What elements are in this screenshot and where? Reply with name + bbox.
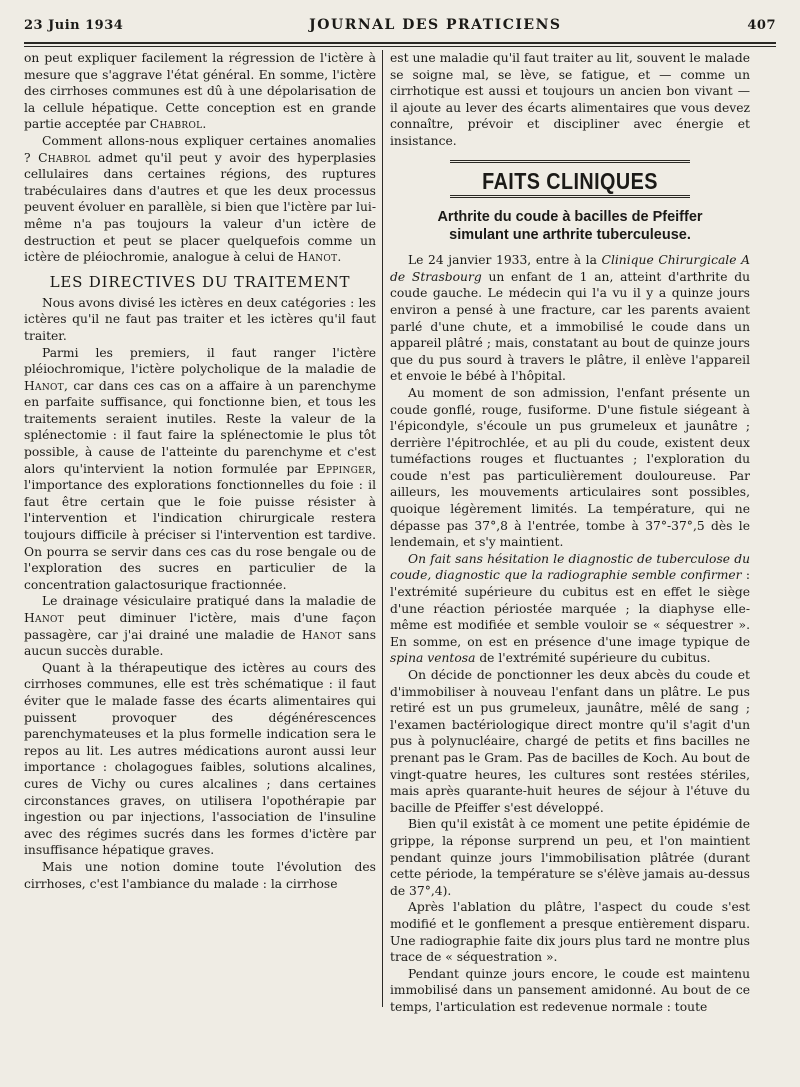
header-date: 23 Juin 1934 xyxy=(24,17,124,33)
author-name: Hanot xyxy=(24,378,64,393)
rubric-rule-bottom xyxy=(450,195,690,198)
author-name: Eppinger xyxy=(316,461,373,476)
section-heading: LES DIRECTIVES DU TRAITEMENT xyxy=(49,272,351,291)
clinic-name: Clinique Chirurgicale A de Strasbourg xyxy=(390,253,750,284)
paragraph: Au moment de son admission, l'enfant présente un coude gonflé, rouge, fusiforme. D'une fistule siégeant à l'épicondyle, s'écoule un pus grumeleux et jaunâtre ; derrière l'épitrochlée, et au pli du coude, existent deux tuméfactions rouges et fluctuantes ; l'exploration du coude n'est pas particulièrement douloureuse. Par ailleurs, les mouvements articulaires sont possibles, quoique légèrement limités. La température, qui ne dépasse pas 37°,8 à l'entrée, tombe à 37°-37°,5 dès le lendemain, et s'y maintient. xyxy=(390,385,750,550)
paragraph: On fait sans hésitation le diagnostic de tuberculose du coude, diagnostic que la radiographie semble confirmer : l'extrémité supérieure du cubitus est en effet le siège d'une réaction périostée marquée ; la diaphyse elle-même est modifiée et semble vouloir se « séquestrer ». En somme, on est en présence d'une image typique de spina ventosa de l'extrémité supérieure du cubitus. xyxy=(390,551,750,666)
paragraph: Le 24 janvier 1933, entre à la Clinique Chirurgicale A de Strasbourg un enfant de 1 an, atteint d'arthrite du coude gauche. Le médecin qui l'a vu il y a quinze jours environ a pensé à une fracture, car les parents avaient parlé d'une chute, et a immobilisé le coude dans un appareil plâtré ; mais, constatant au bout de quinze jours que du pus sourd à travers le plâtre, il enlève l'appareil et envoie le bébé à l'hôpital. xyxy=(390,253,750,384)
author-name: Chabrol xyxy=(38,150,91,165)
author-name: Hanot xyxy=(301,627,342,642)
paragraph: Parmi les premiers, il faut ranger l'ictère pléiochromique, l'ictère polycholique de la maladie de Hanot, car dans ces cas on a affaire à un parenchyme en parfaite suffisance, qui fonctionne bien, et tous les traitements seraient inutiles. Reste la valeur de la splénectomie : il faut faire la splénectomie le plus tôt possible, à cause de l'atteinte du parenchyme et c'est alors qu'intervient la notion formulée par Eppinger, l'importance des explorations fonctionnelles du foie : il faut être certain que le foie puisse résister à l'intervention et l'indication chirurgicale restera toujours difficile à préciser si l'intervention est tardive. On pourra se servir dans ces cas du rose bengale ou de l'exploration des sucres en particulier de la concentration galactosurique fractionnée. xyxy=(24,345,376,592)
paragraph: est une maladie qu'il faut traiter au lit, souvent le malade se soigne mal, se lève, se fatigue, et — comme un cirrhotique est aussi et toujours un ancien bon vivant — il ajoute au lever des écarts alimentaires que vous devez connaître, prévoir et discipliner avec énergie et insistance. xyxy=(390,51,750,148)
paragraph: Pendant quinze jours encore, le coude est maintenu immobilisé dans un pansement amidonné. Au bout de ce temps, l'articulation est redevenue normale : toute xyxy=(390,966,750,1014)
paragraph: On décide de ponctionner les deux abcès du coude et d'immobiliser à nouveau l'enfant dans un plâtre. Le pus retiré est un pus grumeleux, jaunâtre, mêlé de sang ; l'examen bactériologique direct montre qu'il s'agit d'un pus à polynucléaire, chargé de petits et fins bacilles ne prenant pas le Gram. Pas de bacilles de Koch. Au bout de vingt-quatre heures, les cultures sont restées stériles, mais après quarante-huit heures de séjour à l'étuve du bacille de Pfeiffer s'est développé. xyxy=(390,668,750,815)
paragraph: Bien qu'il existât à ce moment une petite épidémie de grippe, la réponse surprend un peu, et l'on maintient pendant quinze jours l'immobilisation plâtrée (durant cette période, la température se s'élève jamais au-dessus de 37°,4). xyxy=(390,817,750,898)
column-divider xyxy=(382,50,383,1007)
author-name: Hanot xyxy=(297,250,338,265)
author-name: Chabrol xyxy=(149,117,203,132)
header-rule xyxy=(24,42,776,47)
journal-title: JOURNAL DES PRATICIENS xyxy=(309,17,562,33)
author-name: Hanot xyxy=(24,611,64,625)
rubric-rule-top xyxy=(450,160,690,163)
paragraph: Comment allons-nous expliquer certaines anomalies ? Chabrol admet qu'il peut y avoir des hyperplasies cellulaires dans certaines régions, des ruptures trabéculaires dans d'autres et que les deux processus peuvent évoluer en parallèle, si bien que l'ictère par lui-même n'a pas toujours la valeur d'un ictère de destruction et peut se placer quelquefois comme un ictère de pléiochromie, analogue à celui de Hanot. xyxy=(24,133,376,265)
paragraph: on peut expliquer facilement la régression de l'ictère à mesure que s'aggrave l'état général. En somme, l'ictère des cirrhoses communes est dû à une dépolarisation de la cellule hépatique. Cette conception est en grande partie acceptée par Chabrol. xyxy=(24,51,376,132)
paragraph: Quant à la thérapeutique des ictères au cours des cirrhoses communes, elle est très schématique : il faut éviter que le malade fasse des écarts alimentaires qui puissent provoquer des dégénérescences parenchymateuses et la plus formelle indication sera le repos au lit. Les autres médications auront aussi leur importance : cholagogues faibles, solutions alcalines, cures de Vichy ou cures alcalines ; dans certaines circonstances graves, on utilisera l'opothérapie par ingestion ou par injections, l'association de l'insuline avec des régimes sucrés dans les formes d'ictère par insuffisance hépatique graves. xyxy=(24,660,376,858)
right-column xyxy=(390,50,750,1069)
paragraph: Nous avons divisé les ictères en deux catégories : les ictères qu'il ne faut pas traiter et les ictères qu'il faut traiter. xyxy=(24,295,376,343)
article-title: Arthrite du coude à bacilles de Pfeiffer simulant une arthrite tuberculeuse. xyxy=(437,209,703,244)
paragraph: Le drainage vésiculaire pratiqué dans la maladie de Hanot peut diminuer l'ictère, mais d'une façon passagère, car j'ai drainé une maladie de Hanot sans aucun succès durable. xyxy=(24,594,376,659)
paragraph: Mais une notion domine toute l'évolution des cirrhoses, c'est l'ambiance du malade : la cirrhose xyxy=(24,859,376,891)
running-header xyxy=(24,10,776,40)
paragraph: Après l'ablation du plâtre, l'aspect du coude s'est modifié et le gonflement a presque entièrement disparu. Une radiographie faite dix jours plus tard ne montre plus trace de « séquestration ». xyxy=(390,900,750,965)
rubric-heading: FAITS CLINIQUES xyxy=(482,167,658,194)
page-number: 407 xyxy=(747,17,776,33)
left-column xyxy=(24,50,376,1069)
